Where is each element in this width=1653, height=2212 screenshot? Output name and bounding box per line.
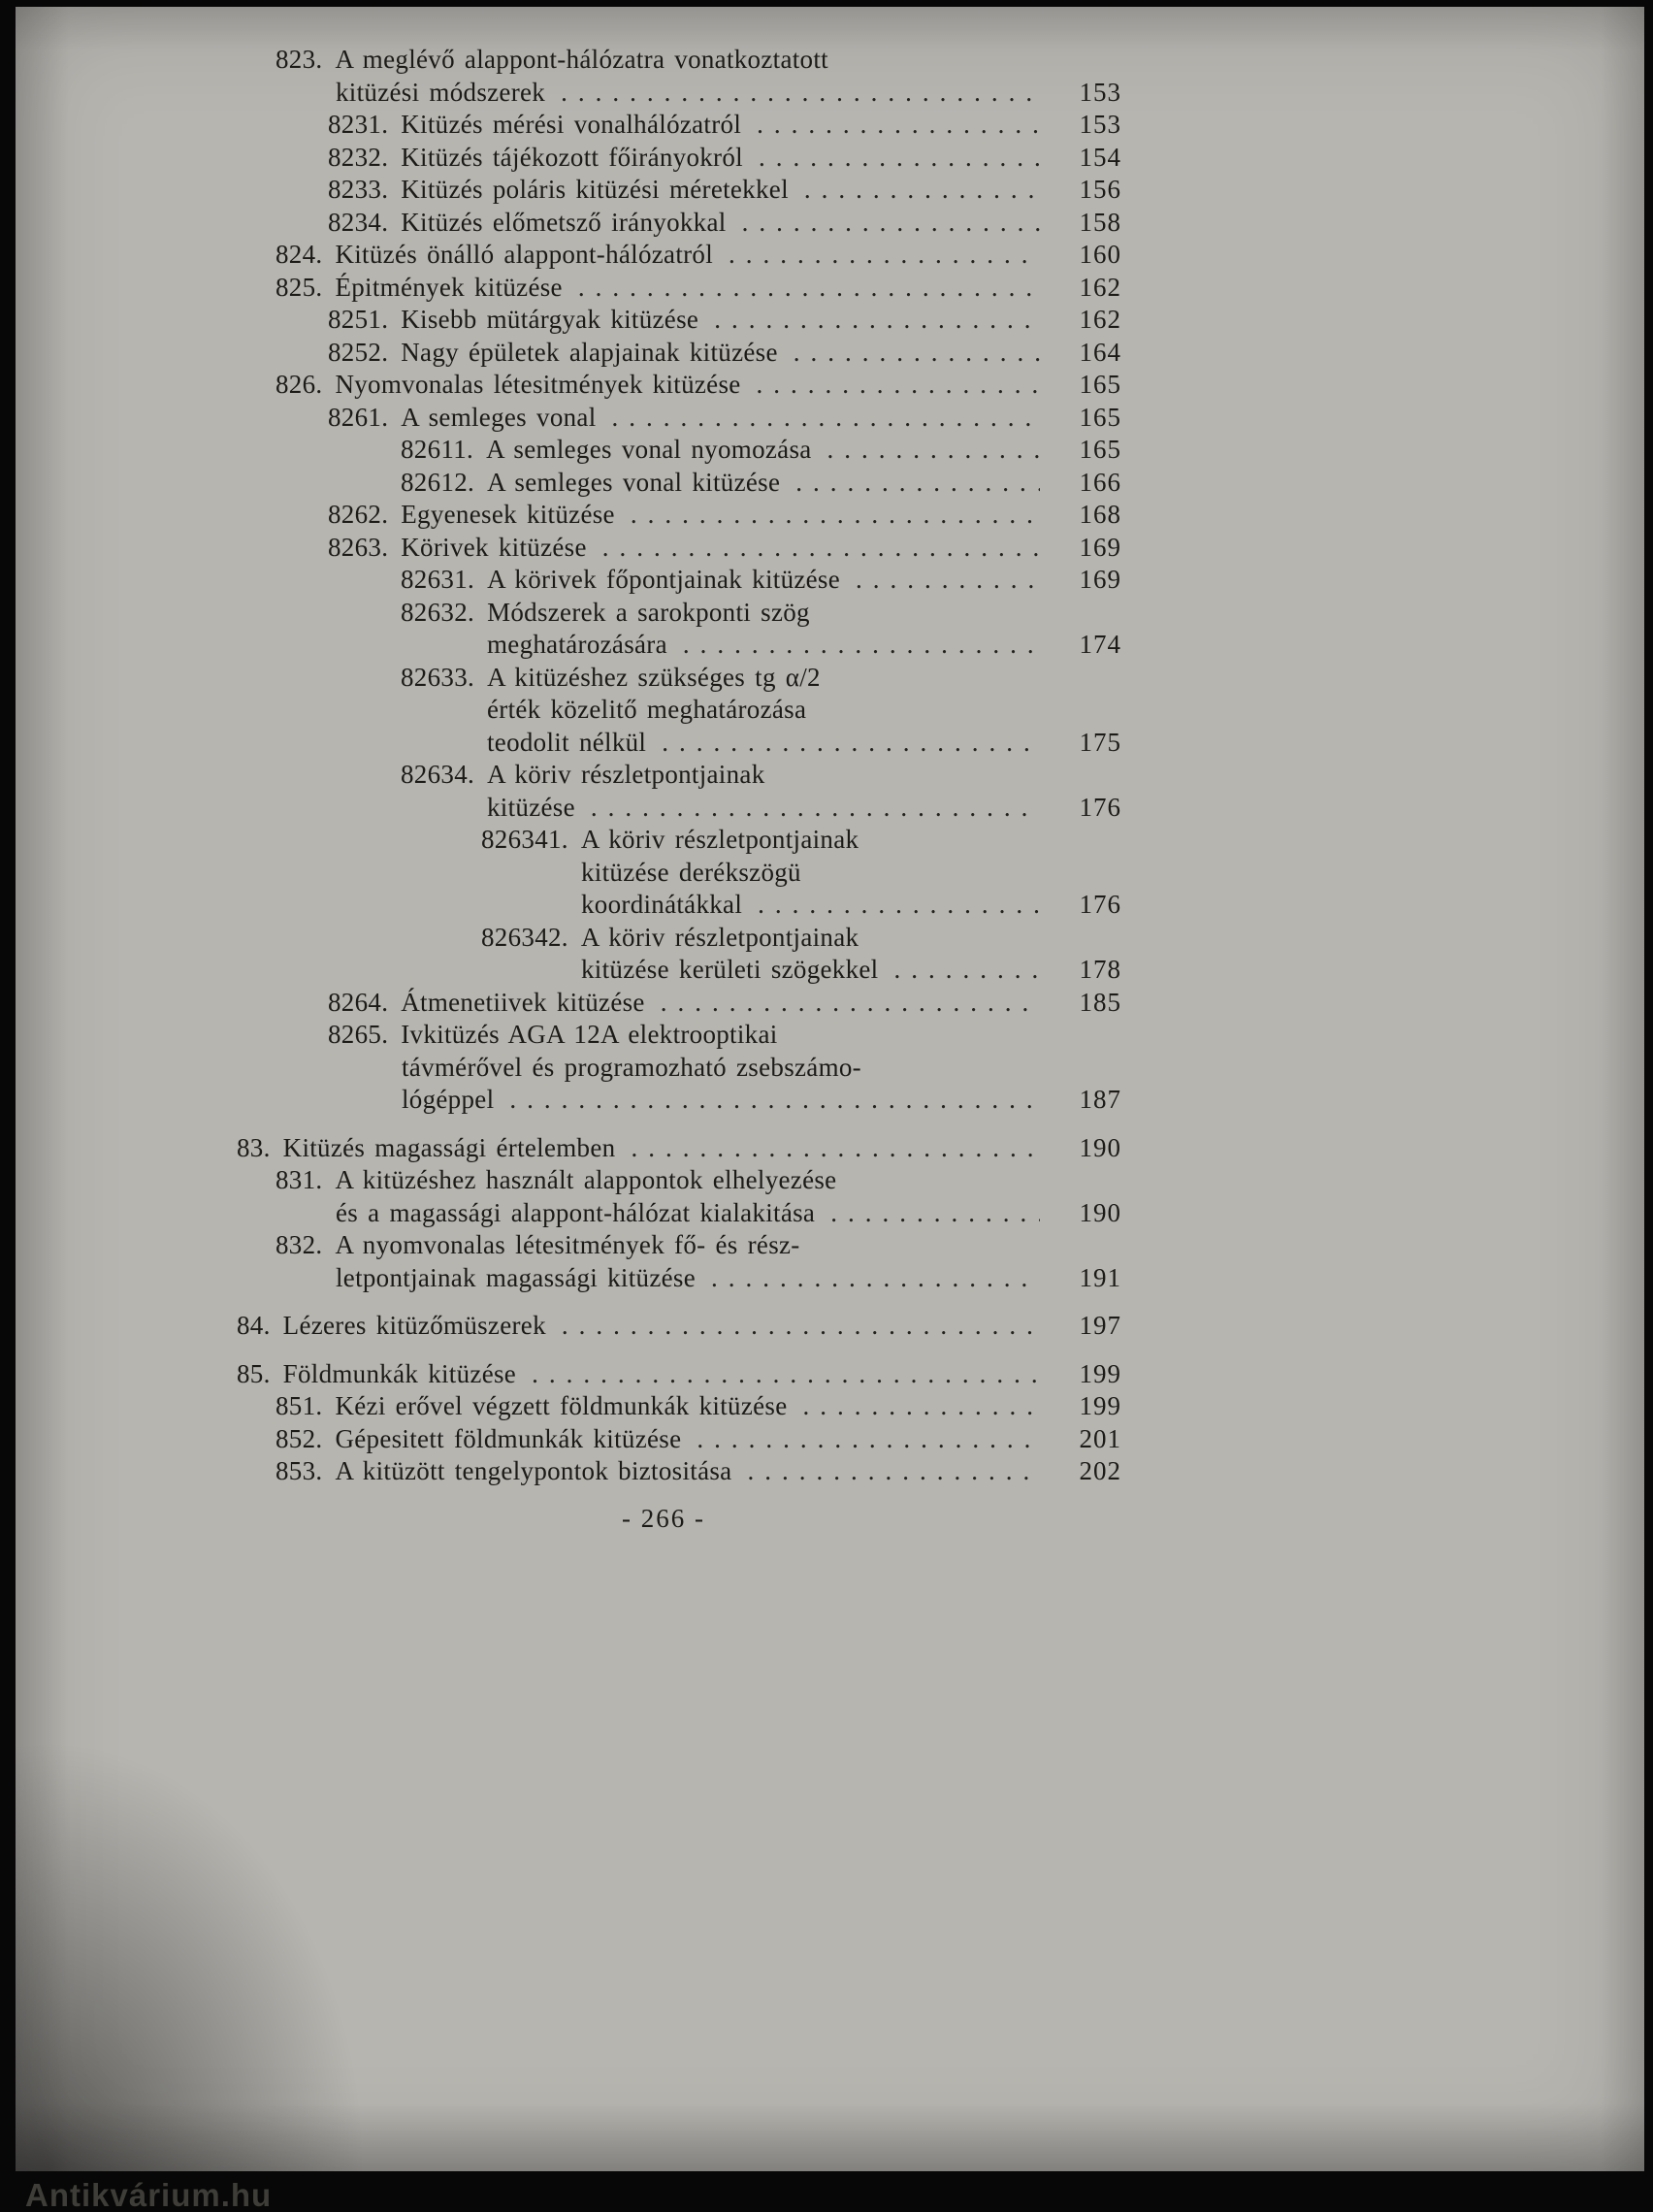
entry-number: 8231. xyxy=(328,110,389,139)
dot-leader xyxy=(714,304,1040,337)
entry-number: 853. xyxy=(276,1456,323,1485)
toc-entry xyxy=(16,142,1121,175)
entry-number: 852. xyxy=(276,1423,323,1453)
toc-line xyxy=(16,922,1121,955)
entry-title-line: Nagy épületek alapjainak kitüzése xyxy=(401,337,778,367)
toc-entry xyxy=(16,597,1121,662)
entry-number: 82634. xyxy=(401,760,475,789)
entry-title-line: teodolit nélkül xyxy=(487,727,647,757)
entry-page-number: 176 xyxy=(1079,890,1121,919)
toc-entry xyxy=(16,922,1121,987)
toc-entry xyxy=(16,304,1121,337)
entry-title-line: A kitüzött tengelypontok biztositása xyxy=(335,1456,732,1485)
toc-line xyxy=(16,1390,1121,1423)
toc-line xyxy=(16,1052,1121,1085)
entry-title-line: Kitüzés önálló alappont-hálózatról xyxy=(335,240,714,269)
entry-number: 82632. xyxy=(401,597,475,627)
entry-title-line: Egyenesek kitüzése xyxy=(401,500,615,529)
toc-line xyxy=(16,142,1121,175)
entry-number: 8252. xyxy=(328,337,389,367)
toc-entry xyxy=(16,532,1121,565)
dot-leader xyxy=(804,174,1040,207)
toc-line xyxy=(16,1262,1121,1295)
entry-number: 8261. xyxy=(328,402,389,432)
toc-entry xyxy=(16,369,1121,402)
entry-title-line: kitüzési módszerek xyxy=(336,77,546,107)
toc-entry xyxy=(16,499,1121,532)
toc-line xyxy=(16,1164,1121,1197)
entry-page-number: 162 xyxy=(1079,305,1121,334)
toc-entry xyxy=(16,402,1121,435)
entry-page-number: 165 xyxy=(1079,435,1121,464)
toc-entry xyxy=(16,434,1121,467)
toc-line xyxy=(16,1132,1121,1165)
entry-page-number: 162 xyxy=(1079,272,1121,302)
entry-number: 8232. xyxy=(328,142,389,172)
toc-entry xyxy=(16,1358,1121,1391)
toc-entry xyxy=(16,1455,1121,1488)
entry-title-line: koordinátákkal xyxy=(581,890,743,919)
entry-page-number: 199 xyxy=(1079,1358,1121,1388)
toc-entry xyxy=(16,207,1121,240)
dot-leader xyxy=(662,727,1040,760)
dot-leader xyxy=(827,434,1040,467)
watermark: Antikvárium.hu xyxy=(25,2177,273,2212)
toc-entry xyxy=(16,109,1121,142)
dot-leader xyxy=(683,629,1040,662)
toc-entry xyxy=(16,1229,1121,1294)
dot-leader xyxy=(562,1310,1040,1343)
toc-entry xyxy=(16,1132,1121,1165)
entry-page-number: 187 xyxy=(1079,1085,1121,1114)
entry-title-line: kitüzése xyxy=(487,792,575,822)
entry-number: 825. xyxy=(276,272,323,302)
dot-leader xyxy=(591,792,1040,825)
entry-title-line: távmérővel és programozható zsebszámo- xyxy=(402,1052,861,1082)
entry-number: 8265. xyxy=(328,1020,389,1049)
entry-page-number: 178 xyxy=(1079,955,1121,984)
entry-title-line: Gépesitett földmunkák kitüzése xyxy=(335,1423,682,1453)
dot-leader xyxy=(661,987,1040,1020)
entry-number: 8263. xyxy=(328,532,389,562)
dot-leader xyxy=(794,337,1040,370)
toc-line xyxy=(16,77,1121,110)
toc-entry xyxy=(16,564,1121,597)
toc-entry xyxy=(16,1423,1121,1456)
toc-line xyxy=(16,987,1121,1020)
toc-entry xyxy=(16,272,1121,305)
dot-leader xyxy=(697,1423,1040,1456)
dot-leader xyxy=(759,142,1040,175)
entry-page-number: 174 xyxy=(1079,630,1121,659)
toc-entry xyxy=(16,662,1121,760)
entry-number: 826. xyxy=(276,370,323,399)
entry-page-number: 165 xyxy=(1079,370,1121,399)
toc-line xyxy=(16,304,1121,337)
entry-title-line: A köriv részletpontjainak xyxy=(580,825,859,854)
dot-leader xyxy=(729,239,1040,272)
toc-line xyxy=(16,174,1121,207)
entry-number: 8233. xyxy=(328,175,389,204)
entry-page-number: 158 xyxy=(1079,207,1121,237)
dot-leader xyxy=(561,77,1040,110)
toc-line xyxy=(16,824,1121,857)
entry-title-line: A meglévő alappont-hálózatra vonatkoztatott xyxy=(335,45,828,74)
entry-page-number: 165 xyxy=(1079,402,1121,432)
toc-entry xyxy=(16,759,1121,824)
entry-title-line: A semleges vonal nyomozása xyxy=(486,435,812,464)
toc-line xyxy=(16,792,1121,825)
entry-title-line: Átmenetiivek kitüzése xyxy=(401,987,645,1017)
dot-leader xyxy=(747,1455,1040,1488)
dot-leader xyxy=(578,272,1040,305)
entry-page-number: 175 xyxy=(1079,727,1121,757)
document-page xyxy=(16,7,1644,2171)
entry-title-line: Módszerek a sarokponti szög xyxy=(487,597,810,627)
entry-title-line: kitüzése derékszögü xyxy=(581,857,801,887)
entry-title-line: Kitüzés tájékozott főirányokról xyxy=(401,142,743,172)
entry-title-line: kitüzése kerületi szögekkel xyxy=(581,955,879,984)
entry-number: 82633. xyxy=(401,662,475,692)
toc-entry xyxy=(16,467,1121,500)
entry-number: 8262. xyxy=(328,500,389,529)
toc-line xyxy=(16,1229,1121,1262)
toc-line xyxy=(16,239,1121,272)
toc-line xyxy=(16,597,1121,630)
entry-number: 8264. xyxy=(328,987,389,1017)
toc-entry xyxy=(16,44,1121,109)
dot-leader xyxy=(856,564,1040,597)
toc-line xyxy=(16,1310,1121,1343)
entry-number: 851. xyxy=(276,1391,323,1420)
entry-title-line: érték közelitő meghatározása xyxy=(487,695,807,724)
toc-line xyxy=(16,109,1121,142)
entry-page-number: 156 xyxy=(1079,175,1121,204)
toc-list xyxy=(16,44,1121,1488)
toc-line xyxy=(16,1455,1121,1488)
entry-title-line: és a magassági alappont-hálózat kialakitása xyxy=(336,1197,816,1227)
entry-page-number: 169 xyxy=(1079,565,1121,594)
entry-page-number: 168 xyxy=(1079,500,1121,529)
toc-line xyxy=(16,337,1121,370)
entry-title-line: Kisebb mütárgyak kitüzése xyxy=(401,305,699,334)
toc-line xyxy=(16,402,1121,435)
dot-leader xyxy=(894,954,1041,987)
toc-line xyxy=(16,727,1121,760)
dot-leader xyxy=(830,1197,1040,1230)
entry-title-line: Lézeres kitüzőmüszerek xyxy=(282,1311,546,1340)
entry-number: 826342. xyxy=(481,922,568,952)
entry-title-line: letpontjainak magassági kitüzése xyxy=(336,1262,696,1292)
entry-page-number: 191 xyxy=(1079,1262,1121,1292)
toc-line xyxy=(16,207,1121,240)
toc-entry xyxy=(16,824,1121,922)
toc-line xyxy=(16,272,1121,305)
toc-line xyxy=(16,564,1121,597)
entry-number: 84. xyxy=(237,1311,271,1340)
toc-line xyxy=(16,1197,1121,1230)
entry-page-number: 201 xyxy=(1079,1423,1121,1453)
entry-title-line: Ivkitüzés AGA 12A elektrooptikai xyxy=(401,1020,778,1049)
dot-leader xyxy=(757,369,1040,402)
entry-title-line: A nyomvonalas létesitmények fő- és rész- xyxy=(335,1230,800,1259)
toc-line xyxy=(16,369,1121,402)
entry-page-number: 190 xyxy=(1079,1132,1121,1162)
entry-number: 824. xyxy=(276,240,323,269)
dot-leader xyxy=(631,1132,1040,1165)
toc-line xyxy=(16,759,1121,792)
toc-line xyxy=(16,467,1121,500)
dot-leader xyxy=(742,207,1040,240)
entry-title-line: Kitüzés előmetsző irányokkal xyxy=(401,207,727,237)
toc-line xyxy=(16,629,1121,662)
entry-title-line: Földmunkák kitüzése xyxy=(282,1358,517,1388)
entry-number: 826341. xyxy=(481,825,568,854)
dot-leader xyxy=(602,532,1040,565)
toc-line xyxy=(16,1084,1121,1117)
footer-page-number: - 266 - xyxy=(622,1504,705,1533)
toc-line xyxy=(16,1019,1121,1052)
toc-entry xyxy=(16,1390,1121,1423)
entry-title-line: Kitüzés poláris kitüzési méretekkel xyxy=(401,175,789,204)
dot-leader xyxy=(711,1262,1040,1295)
toc-line xyxy=(16,44,1121,77)
entry-page-number: 197 xyxy=(1079,1311,1121,1340)
entry-page-number: 199 xyxy=(1079,1391,1121,1420)
entry-title-line: lógéppel xyxy=(402,1085,495,1114)
toc-entry xyxy=(16,1019,1121,1117)
entry-title-line: A köriv részletpontjainak xyxy=(580,922,859,952)
toc-entry xyxy=(16,239,1121,272)
entry-number: 82612. xyxy=(401,467,475,497)
dot-leader xyxy=(532,1358,1040,1391)
dot-leader xyxy=(758,889,1040,922)
toc-entry xyxy=(16,337,1121,370)
toc-entry xyxy=(16,1310,1121,1343)
entry-title-line: Nyomvonalas létesitmények kitüzése xyxy=(335,370,741,399)
entry-title-line: A semleges vonal kitüzése xyxy=(487,467,781,497)
dot-leader xyxy=(802,1390,1040,1423)
entry-title-line: Épitmények kitüzése xyxy=(335,272,563,302)
toc-line xyxy=(16,1423,1121,1456)
entry-title-line: Kézi erővel végzett földmunkák kitüzése xyxy=(335,1391,788,1420)
entry-number: 8234. xyxy=(328,207,389,237)
dot-leader xyxy=(757,109,1040,142)
toc-line xyxy=(16,434,1121,467)
entry-number: 82611. xyxy=(401,435,474,464)
entry-page-number: 154 xyxy=(1079,142,1121,172)
entry-page-number: 153 xyxy=(1079,77,1121,107)
entry-title-line: Körivek kitüzése xyxy=(401,532,587,562)
entry-page-number: 160 xyxy=(1079,240,1121,269)
entry-title-line: Kitüzés mérési vonalhálózatról xyxy=(401,110,742,139)
entry-number: 85. xyxy=(237,1358,271,1388)
entry-page-number: 202 xyxy=(1079,1456,1121,1485)
entry-page-number: 169 xyxy=(1079,532,1121,562)
entry-page-number: 176 xyxy=(1079,792,1121,822)
entry-title-line: Kitüzés magassági értelemben xyxy=(282,1132,616,1162)
entry-title-line: A semleges vonal xyxy=(401,402,597,432)
entry-page-number: 164 xyxy=(1079,337,1121,367)
toc-line xyxy=(16,1358,1121,1391)
toc-line xyxy=(16,499,1121,532)
dot-leader xyxy=(631,499,1040,532)
entry-number: 823. xyxy=(276,45,323,74)
toc-line xyxy=(16,532,1121,565)
entry-page-number: 153 xyxy=(1079,110,1121,139)
entry-number: 831. xyxy=(276,1165,323,1194)
entry-number: 82631. xyxy=(401,565,475,594)
toc-line xyxy=(16,662,1121,695)
entry-page-number: 190 xyxy=(1079,1197,1121,1227)
entry-title-line: A kitüzéshez használt alappontok elhelyezése xyxy=(335,1165,837,1194)
toc-entry xyxy=(16,987,1121,1020)
entry-page-number: 166 xyxy=(1079,467,1121,497)
entry-title-line: A kitüzéshez szükséges tg α/2 xyxy=(487,662,821,692)
dot-leader xyxy=(795,467,1040,500)
entry-number: 8251. xyxy=(328,305,389,334)
entry-title-line: A körivek főpontjainak kitüzése xyxy=(487,565,841,594)
entry-number: 83. xyxy=(237,1132,271,1162)
toc-line xyxy=(16,694,1121,727)
dot-leader xyxy=(612,402,1040,435)
toc-line xyxy=(16,889,1121,922)
toc-line xyxy=(16,954,1121,987)
entry-title-line: meghatározására xyxy=(487,630,667,659)
toc-entry xyxy=(16,174,1121,207)
entry-page-number: 185 xyxy=(1079,987,1121,1017)
toc-entry xyxy=(16,1164,1121,1229)
toc-line xyxy=(16,857,1121,890)
entry-title-line: A köriv részletpontjainak xyxy=(487,760,765,789)
entry-number: 832. xyxy=(276,1230,323,1259)
dot-leader xyxy=(509,1084,1040,1117)
